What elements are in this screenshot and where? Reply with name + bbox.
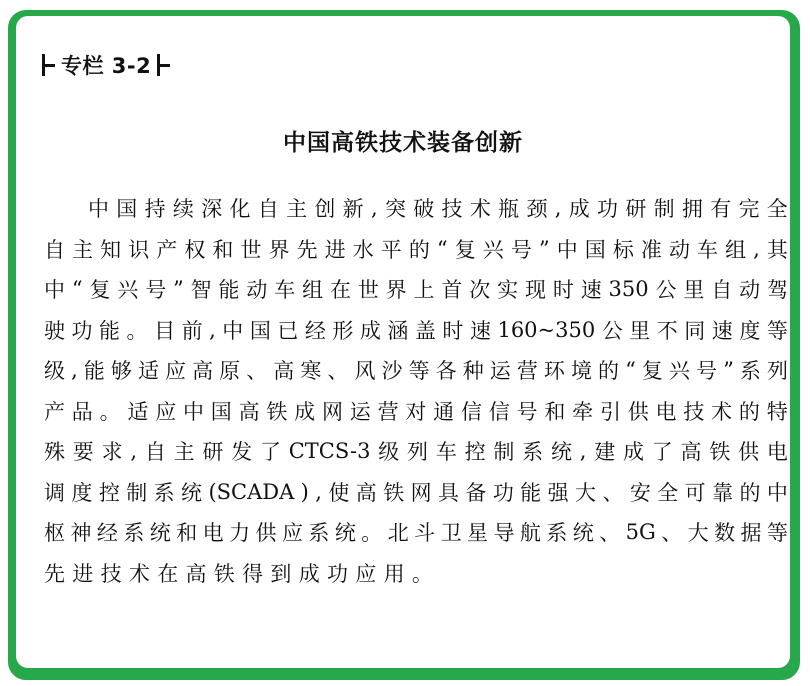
tag-left-hbar — [45, 64, 55, 67]
column-title: 中国高铁技术装备创新 — [283, 130, 523, 156]
tag-right-hbar — [160, 64, 170, 67]
body-line: 调 度 控 制 系 统 (SCADA ) , 使 高 铁 网 具 备 功 能 强 大 、 安 全 可 靠 的 中 — [44, 479, 788, 505]
body-line: 级 , 能 够 适 应 高 原 、 高 寒 、 风 沙 等 各 种 运 营 环 境 的 “ 复 兴 号 ” 系 列 — [44, 358, 788, 384]
body-line: 产 品 。 适 应 中 国 高 铁 成 网 运 营 对 通 信 信 号 和 牵 引 供 电 技 术 的 特 — [44, 399, 788, 424]
body-line: 先进技术在高铁得到成功应用。 — [44, 561, 441, 586]
body-line: 驶 功 能 。 目 前 , 中 国 已 经 形 成 涵 盖 时 速 160~350 公 里 不 同 速 度 等 — [44, 317, 788, 343]
green-border — [8, 10, 800, 680]
body-line: 中 国 持 续 深 化 自 主 创 新 , 突 破 技 术 瓶 颈 , 成 功 研 制 拥 有 完 全 — [88, 196, 788, 222]
body-line: 殊 要 求 , 自 主 研 发 了 CTCS-3 级 列 车 控 制 系 统 , 建 成 了 高 铁 供 电 — [44, 439, 788, 465]
body-line: 自 主 知 识 产 权 和 世 界 先 进 水 平 的 “ 复 兴 号 ” 中 国 标 准 动 车 组 , 其 — [44, 236, 788, 262]
content-panel — [16, 16, 790, 668]
column-tag-text: 专栏 3-2 — [61, 54, 152, 78]
body-line: 枢 神 经 系 统 和 电 力 供 应 系 统 。 北 斗 卫 星 导 航 系 统 、 5G 、 大 数 据 等 — [44, 520, 788, 546]
body-line: 中 “ 复 兴 号 ” 智 能 动 车 组 在 世 界 上 首 次 实 现 时 速 350 公 里 自 动 驾 — [44, 277, 788, 303]
column-tag — [42, 50, 170, 80]
column-body — [44, 188, 788, 593]
